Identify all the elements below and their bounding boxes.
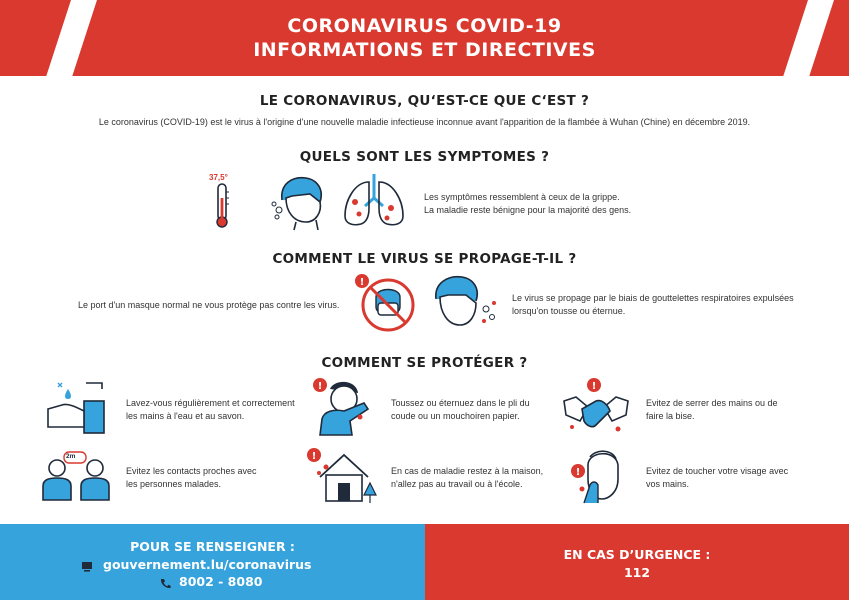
svg-text:!: ! <box>575 467 581 478</box>
wash-line1: Lavez-vous régulièrement et correctement <box>126 398 295 408</box>
hand-washing-icon <box>46 379 108 437</box>
page-title-line1: CORONAVIRUS COVID-19 <box>287 15 562 37</box>
info-title: POUR SE RENSEIGNER : <box>130 539 295 554</box>
header-banner <box>0 0 849 76</box>
website-link[interactable]: gouvernement.lu/coronavirus <box>103 557 312 572</box>
hands-line1: Evitez de serrer des mains ou de <box>646 398 778 408</box>
temperature-label: 37,5° <box>209 173 228 182</box>
no-face-touch-icon <box>570 445 628 505</box>
lungs-icon <box>341 172 407 230</box>
symptoms-line1: Les symptômes ressemblent à ceux de la grippe. <box>424 192 620 202</box>
stay-home-icon <box>306 445 380 505</box>
contact-line1: Evitez les contacts proches avec <box>126 466 257 476</box>
svg-text:!: ! <box>311 451 317 462</box>
page-title-line2: INFORMATIONS ET DIRECTIVES <box>253 39 596 61</box>
thermometer-icon <box>212 182 232 230</box>
phone-number[interactable]: 8002 - 8080 <box>179 574 263 589</box>
sneezing-person-icon <box>430 273 500 333</box>
svg-text:!: ! <box>359 277 365 288</box>
phone-icon <box>160 578 171 589</box>
emergency-title: EN CAS D’URGENCE : <box>563 547 711 562</box>
no-mask-icon <box>354 273 416 333</box>
cough-line2: coude ou un mouchoiren papier. <box>391 411 520 421</box>
spread-line2: lorsqu'on tousse ou éternue. <box>512 306 626 316</box>
symptoms-line2: La maladie reste bénigne pour la majorité des gens. <box>424 205 632 215</box>
home-line2: n'allez pas au travail ou à l'école. <box>391 479 523 489</box>
section-title-protect: COMMENT SE PROTÉGER ? <box>321 355 528 371</box>
sick-person-icon <box>270 172 330 230</box>
section-title-spread: COMMENT LE VIRUS SE PROPAGE-T-IL ? <box>272 251 577 267</box>
wash-line2: les mains à l'eau et au savon. <box>126 411 245 421</box>
distance-label: 2m <box>66 453 76 460</box>
what-description: Le coronavirus (COVID-19) est le virus à l'origine d'une nouvelle maladie infectieuse inconnue avant l'apparition de la flambée à Wuhan (Chine) en décembre 2019. <box>98 117 751 127</box>
cough-line1: Toussez ou éternuez dans le pli du <box>391 398 530 408</box>
mask-text: Le port d'un masque normal ne vous protège pas contre les virus. <box>78 300 340 310</box>
emergency-number[interactable]: 112 <box>623 565 651 580</box>
hands-line2: faire la bise. <box>646 411 695 421</box>
info-footer-panel <box>0 524 425 600</box>
no-handshake-icon <box>562 377 630 437</box>
home-line1: En cas de maladie restez à la maison, <box>391 466 544 476</box>
svg-text:!: ! <box>317 381 323 392</box>
section-title-symptoms: QUELS SONT LES SYMPTOMES ? <box>299 149 550 165</box>
cough-elbow-icon <box>312 377 372 439</box>
contact-line2: les personnes malades. <box>126 479 222 489</box>
face-line1: Evitez de toucher votre visage avec <box>646 466 789 476</box>
face-line2: vos mains. <box>646 479 690 489</box>
computer-icon <box>81 561 93 572</box>
section-title-what: LE CORONAVIRUS, QU‘EST-CE QUE C‘EST ? <box>259 93 590 109</box>
spread-line1: Le virus se propage par le biais de gouttelettes respiratoires expulsées <box>512 293 794 303</box>
svg-text:!: ! <box>591 381 597 392</box>
emergency-footer-panel <box>425 524 849 600</box>
